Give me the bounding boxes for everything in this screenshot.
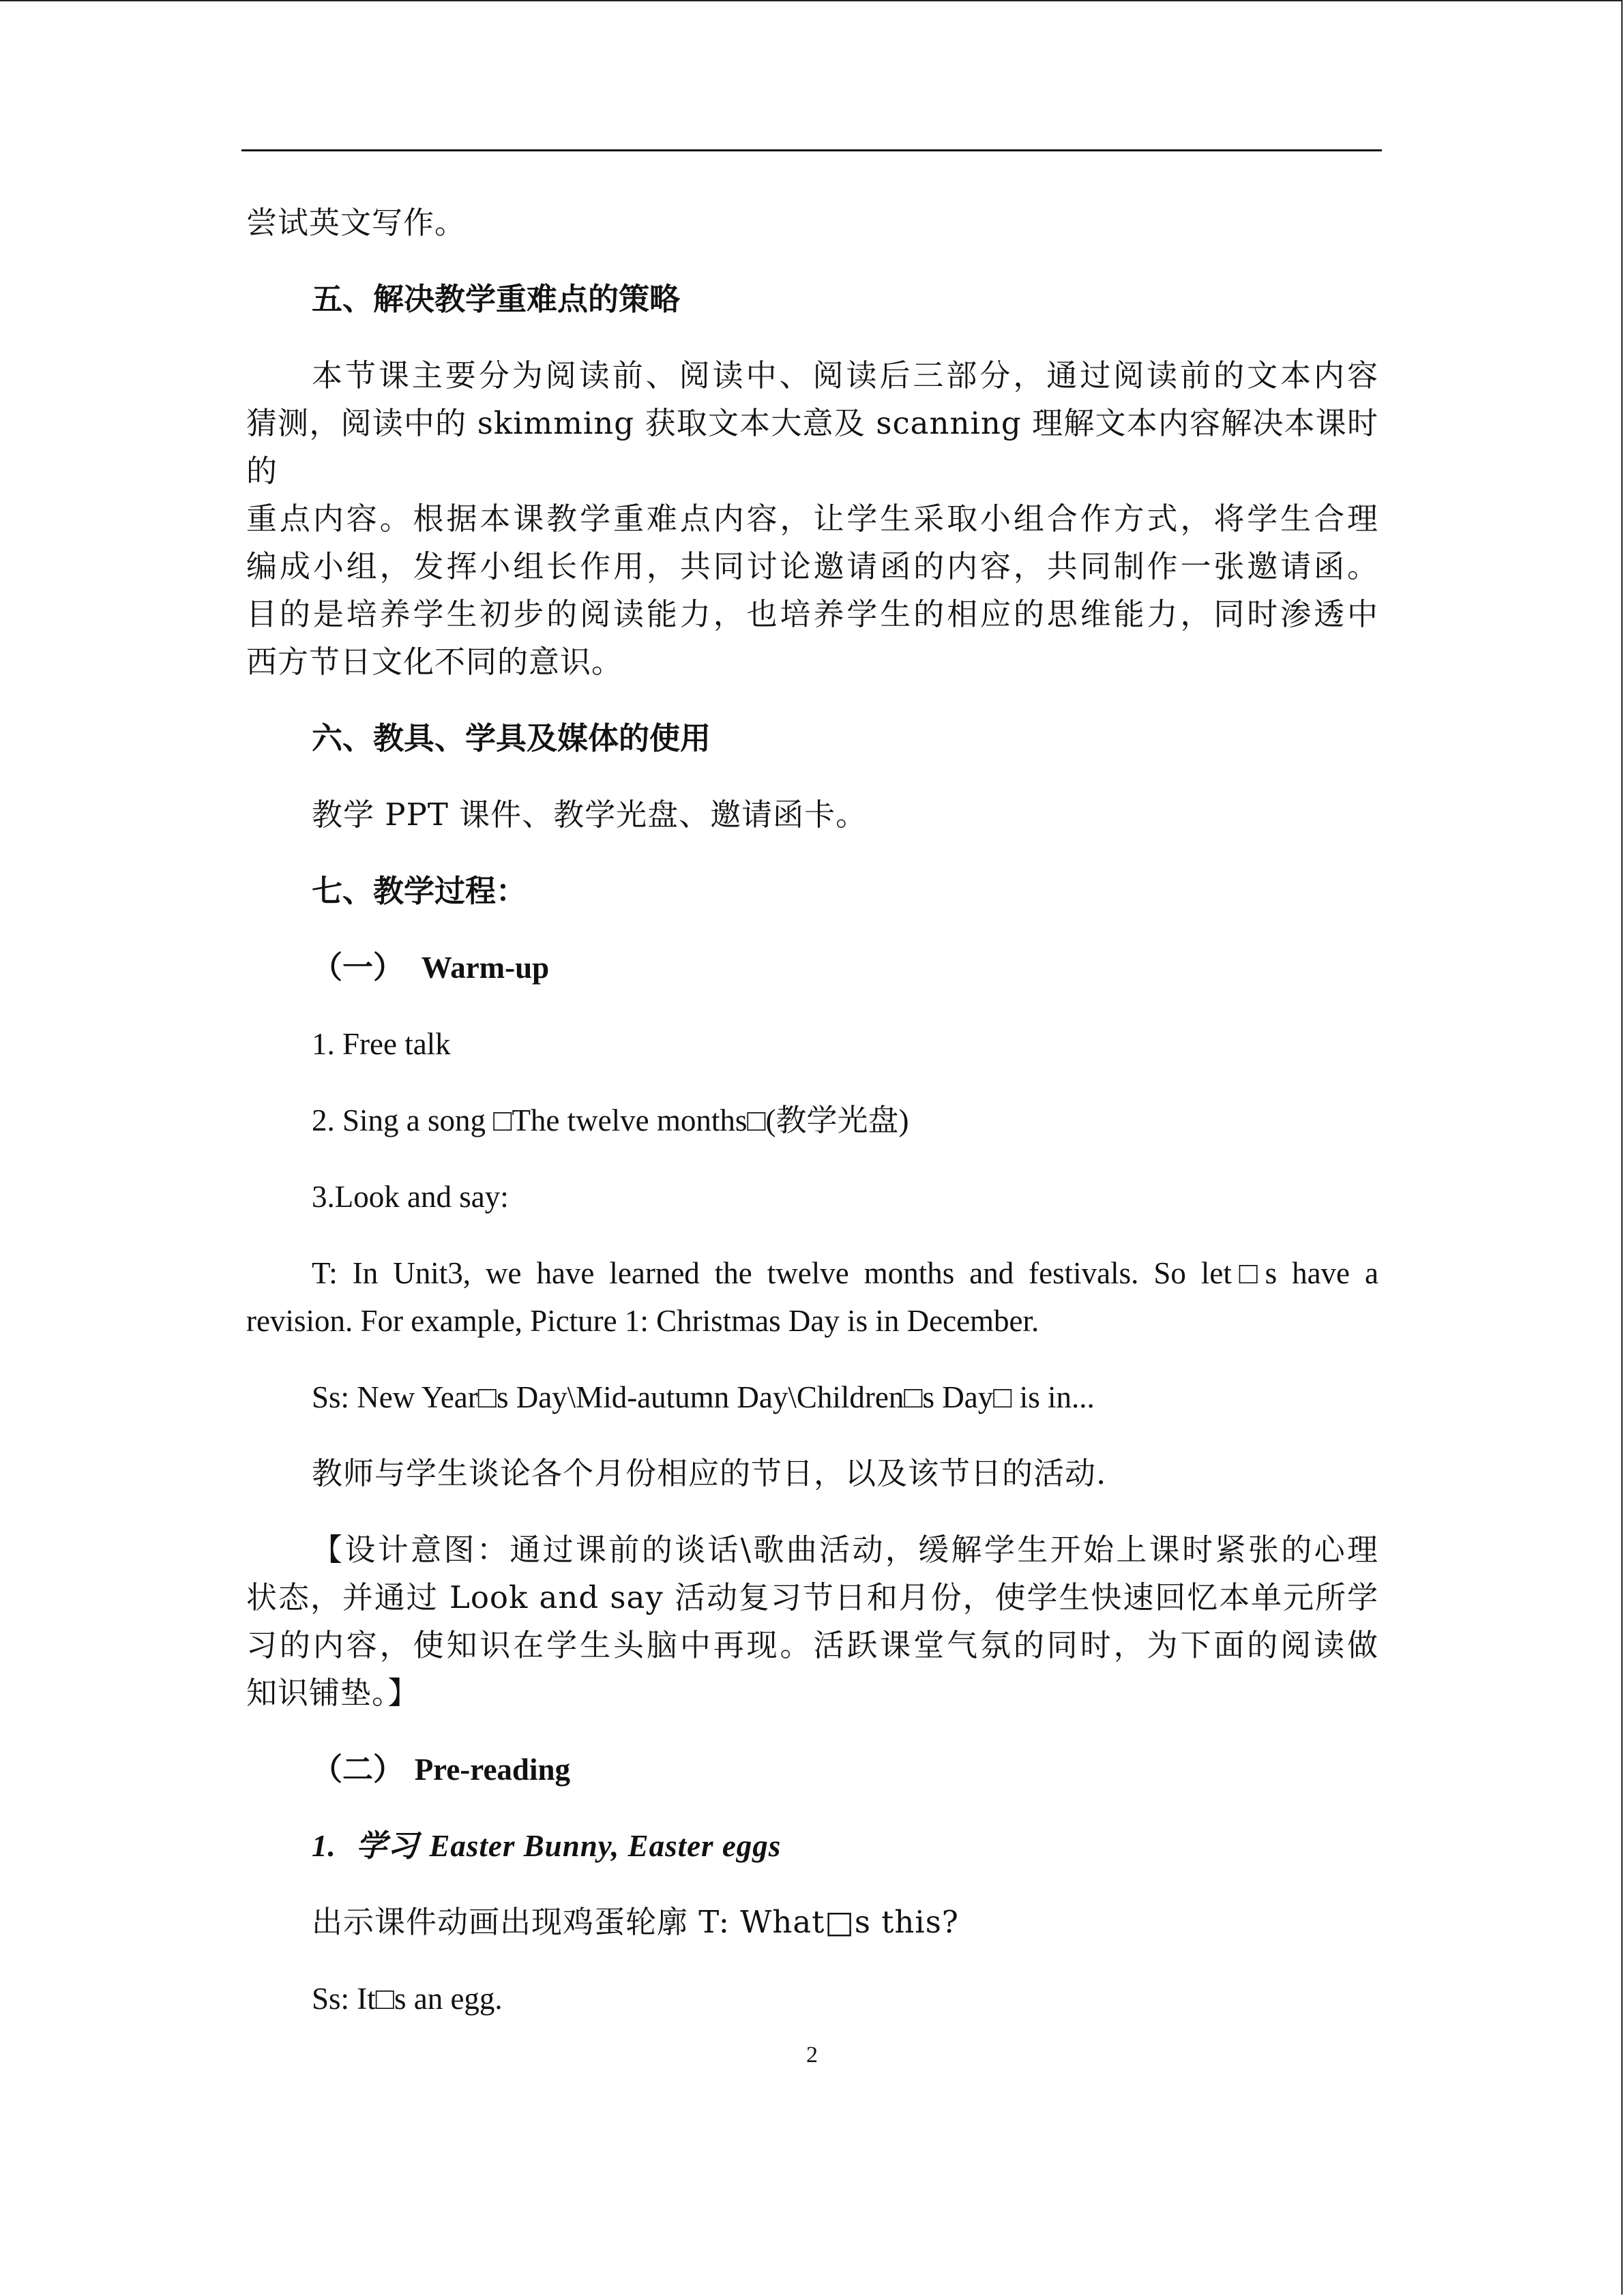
paragraph-teacher-note: 教师与学生谈论各个月份相应的节日，以及该节日的活动. xyxy=(312,1455,1107,1491)
paragraph-line: 西方节日文化不同的意识。 xyxy=(246,644,623,680)
subheading-warm-up xyxy=(246,944,1378,992)
paragraph-line: 猜测，阅读中的 skimming 获取文本大意及 scanning 理解文本内容解决本课时的 xyxy=(246,405,1378,489)
paragraph-design-intent xyxy=(246,1526,1378,1717)
paragraph-line: 重点内容。根据本课教学重难点内容，让学生采取小组合作方式，将学生合理 xyxy=(246,501,1378,537)
list-item-look-say: 3.Look and say: xyxy=(312,1180,509,1214)
section-heading-6: 六、教具、学具及媒体的使用 xyxy=(312,720,711,756)
paragraph-teacher-dialogue xyxy=(246,1249,1378,1345)
paragraph-line: revision. For example, Picture 1: Christmas Day is in December. xyxy=(246,1304,1039,1338)
paragraph-line: 知识铺垫。】 xyxy=(246,1675,419,1711)
paragraph-line: 习的内容，使知识在学生头脑中再现。活跃课堂气氛的同时，为下面的阅读做 xyxy=(246,1627,1378,1663)
subheading-title: Warm-up xyxy=(421,951,550,985)
paragraph-line: 本节课主要分为阅读前、阅读中、阅读后三部分，通过阅读前的文本内容 xyxy=(312,357,1378,393)
section-heading-5: 五、解决教学重难点的策略 xyxy=(312,281,681,317)
paragraph-students-answer: Ss: It□s an egg. xyxy=(312,1982,503,2016)
header-rule xyxy=(241,149,1382,151)
list-item-learn-easter xyxy=(246,1822,1378,1870)
page-number: 2 xyxy=(806,2042,818,2068)
list-item-label-en: Easter Bunny, Easter eggs xyxy=(429,1829,782,1863)
subheading-prefix: （二） xyxy=(312,1751,404,1787)
paragraph-students-dialogue: Ss: New Year□s Day\Mid-autumn Day\Children□s Day□ is in... xyxy=(312,1380,1095,1414)
document-body xyxy=(246,199,1378,2023)
subheading-title: Pre-reading xyxy=(414,1753,570,1787)
paragraph-strategy xyxy=(246,352,1378,686)
paragraph-line: 状态，并通过 Look and say 活动复习节日和月份，使学生快速回忆本单元所学 xyxy=(246,1579,1378,1615)
paragraph-show-animation: 出示课件动画出现鸡蛋轮廓 T: What□s this? xyxy=(312,1904,959,1940)
paragraph-line: T: In Unit3, we have learned the twelve months and festivals. So let□s have a xyxy=(312,1256,1378,1290)
paragraph-line: 编成小组，发挥小组长作用，共同讨论邀请函的内容，共同制作一张邀请函。 xyxy=(246,548,1378,584)
list-item-label-cn: 学习 xyxy=(356,1828,419,1864)
paragraph-line: 【设计意图：通过课前的谈话\歌曲活动，缓解学生开始上课时紧张的心理 xyxy=(312,1532,1378,1568)
list-item-free-talk: 1. Free talk xyxy=(312,1027,451,1061)
list-item-sing-song: 2. Sing a song □The twelve months□(教学光盘) xyxy=(312,1103,909,1137)
list-number: 1. xyxy=(312,1829,336,1863)
paragraph-line: 目的是培养学生初步的阅读能力，也培养学生的相应的思维能力，同时渗透中 xyxy=(246,596,1378,632)
subheading-pre-reading xyxy=(246,1746,1378,1793)
paragraph-continuation: 尝试英文写作。 xyxy=(246,205,467,241)
paragraph-media: 教学 PPT 课件、教学光盘、邀请函卡。 xyxy=(312,796,868,833)
subheading-prefix: （一） xyxy=(312,949,404,985)
section-heading-7: 七、教学过程： xyxy=(312,873,527,909)
